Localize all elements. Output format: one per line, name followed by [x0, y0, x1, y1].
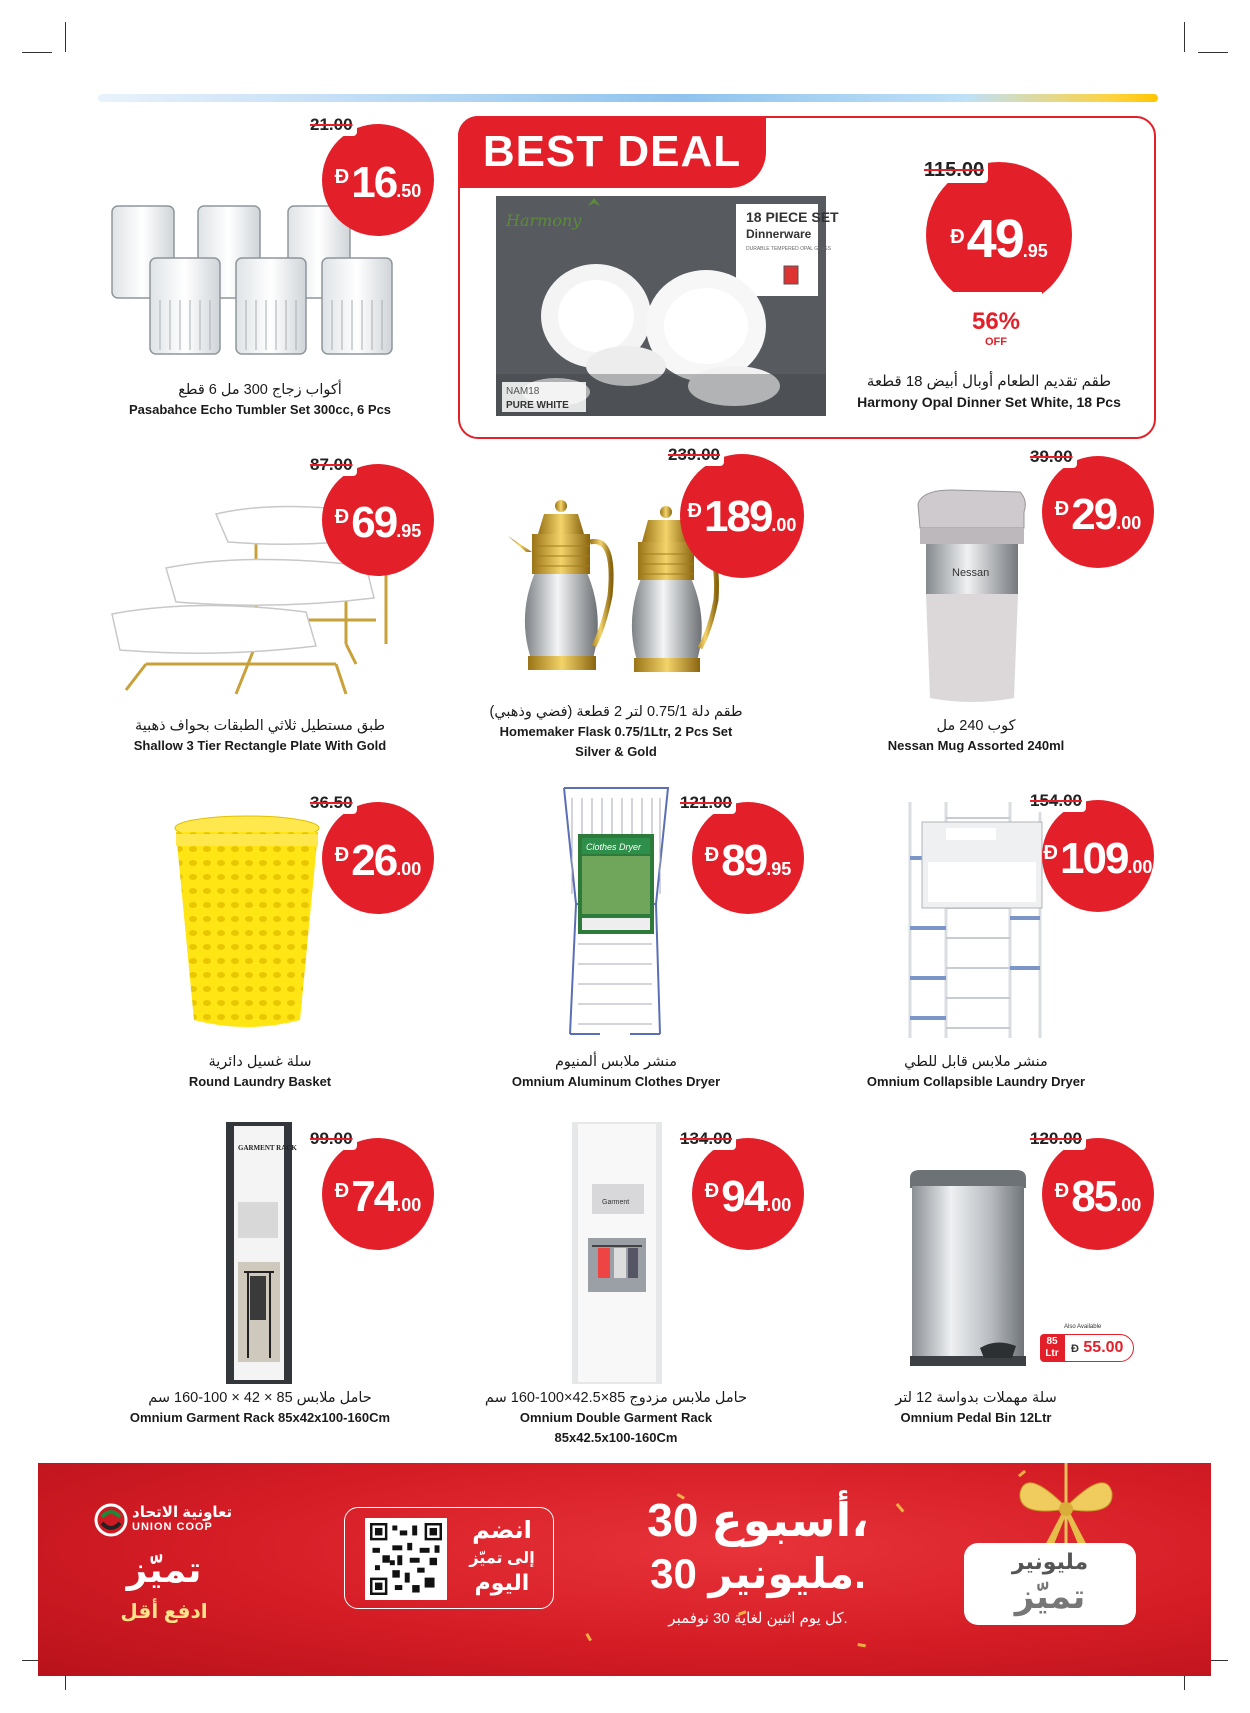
price-badge — [310, 455, 434, 576]
product-name-en: Omnium Aluminum Clothes Dryer — [511, 1074, 721, 1089]
product-name-en: Round Laundry Basket — [188, 1074, 332, 1089]
currency-symbol: Đ — [1054, 498, 1070, 520]
union-coop-logo-ar: تعاونية الاتحاد — [132, 1504, 233, 1521]
price-badge — [310, 1129, 434, 1250]
product-name-en-2: 85x42.5x100-160Cm — [554, 1430, 678, 1445]
old-price: 21.00 — [306, 114, 357, 136]
union-coop-logo-icon — [94, 1503, 128, 1537]
price-integer: 89 — [721, 836, 767, 885]
collapsible-dryer-image — [906, 798, 1046, 1040]
price-integer: 49 — [966, 209, 1023, 269]
currency-symbol: Đ — [704, 1180, 720, 1202]
currency-symbol: Đ — [334, 844, 350, 866]
product-name-en: Omnium Double Garment Rack — [519, 1410, 713, 1425]
also-available-label: Also Available — [1064, 1324, 1102, 1330]
product-name-en: Omnium Garment Rack 85x42x100-160Cm — [129, 1410, 391, 1425]
product-name-ar: حامل ملابس مزدوج 85×42.5×100-160 سم — [484, 1390, 748, 1406]
product-name-ar: أكواب زجاج 300 مل 6 قطع — [178, 382, 342, 398]
currency-symbol: Đ — [1043, 842, 1058, 864]
dinner-set-box-image — [496, 196, 839, 416]
old-price: 121.00 — [676, 792, 736, 814]
price-integer: 26 — [351, 836, 397, 885]
price-decimal: .95 — [1022, 241, 1048, 261]
also-unit: Ltr — [1045, 1348, 1059, 1359]
discount-label: OFF — [985, 336, 1007, 348]
product-caption — [456, 1052, 776, 1092]
product-caption — [100, 1052, 420, 1092]
currency-symbol: Đ — [1054, 1180, 1070, 1202]
product-name-ar: كوب 240 مل — [936, 718, 1016, 734]
currency-symbol: Đ — [334, 166, 350, 188]
box-line-2: Dinnerware — [746, 227, 812, 241]
headline-millionaires: 30 مليونير. — [650, 1550, 866, 1597]
old-price: 87.00 — [306, 454, 357, 476]
product-caption — [100, 1388, 420, 1428]
price-integer: 94 — [721, 1172, 767, 1221]
old-price: 154.00 — [1026, 790, 1086, 812]
price-badge — [1030, 447, 1154, 568]
price-decimal: .00 — [766, 1195, 792, 1215]
price-badge — [310, 793, 434, 914]
millionaire-text: مليونير — [1011, 1549, 1089, 1574]
join-tamayaz-qr-box[interactable] — [344, 1507, 554, 1609]
clothes-dryer-image — [560, 784, 672, 1040]
price-badge — [668, 445, 804, 578]
garment-rack-box-image — [226, 1122, 297, 1384]
rack-box-title: GARMENT RACK — [238, 1144, 297, 1152]
pay-less-text: ادفع أقل — [120, 1601, 208, 1623]
tamayaz-millionaire-logo — [964, 1543, 1136, 1625]
product-name-en: Nessan Mug Assorted 240ml — [887, 738, 1065, 753]
old-price: 36.50 — [306, 792, 357, 814]
price-badge — [310, 115, 434, 236]
tamayaz-logo: تميّز — [126, 1549, 202, 1590]
box-line-1: 18 PIECE SET — [746, 209, 839, 225]
product-name-ar: منشر ملابس قابل للطي — [904, 1054, 1048, 1070]
product-caption — [816, 716, 1136, 756]
pedal-bin-image — [906, 1168, 1030, 1370]
currency-symbol: Đ — [334, 1180, 350, 1202]
currency-symbol: Đ — [334, 506, 350, 528]
price-decimal: .00 — [396, 1195, 422, 1215]
dryer-box-title: Clothes Dryer — [586, 842, 642, 852]
price-decimal: .00 — [1116, 513, 1142, 533]
product-caption — [456, 702, 776, 762]
product-caption — [836, 372, 1142, 412]
also-available-badge — [1040, 1324, 1136, 1364]
product-name-ar: سلة مهملات بدواسة 12 لتر — [895, 1390, 1057, 1406]
price-decimal: .50 — [396, 181, 422, 201]
join-line-2: إلى تميّز — [469, 1550, 535, 1567]
join-line-3: اليوم — [474, 1570, 530, 1595]
product-name-en: Omnium Pedal Bin 12Ltr — [900, 1410, 1052, 1425]
qr-code-icon — [365, 1518, 447, 1600]
old-price: 39.00 — [1026, 446, 1077, 468]
price-integer: 74 — [351, 1172, 397, 1221]
price-badge — [1030, 791, 1154, 912]
crop-mark — [22, 52, 52, 53]
crop-mark — [1198, 52, 1228, 53]
discount-badge — [950, 292, 1042, 354]
product-name-en: Harmony Opal Dinner Set White, 18 Pcs — [857, 394, 1121, 410]
best-deal-tab: BEST DEAL — [458, 116, 766, 188]
product-caption — [816, 1052, 1136, 1092]
product-name-ar: طبق مستطيل ثلاثي الطبقات بحواف ذهبية — [135, 718, 385, 734]
product-name-ar: سلة غسيل دائرية — [208, 1054, 312, 1070]
also-size: 85 — [1046, 1336, 1058, 1347]
price-decimal: .95 — [396, 521, 422, 541]
product-name-ar: طقم دلة 0.75/1 لتر 2 قطعة (فضي وذهبي) — [489, 704, 743, 720]
product-caption — [100, 380, 420, 420]
double-rack-box-image — [572, 1122, 662, 1384]
product-name-ar: منشر ملابس ألمنيوم — [554, 1054, 678, 1070]
tamayaz-promo-banner[interactable] — [38, 1463, 1211, 1676]
price-decimal: .00 — [771, 515, 797, 535]
price-badge — [680, 1129, 804, 1250]
laundry-basket-image — [172, 814, 322, 1034]
doublerack-box-title: Garment — [602, 1199, 630, 1206]
price-badge — [680, 793, 804, 914]
product-name-en: Homemaker Flask 0.75/1Ltr, 2 Pcs Set — [499, 724, 733, 739]
price-integer: 29 — [1071, 490, 1117, 539]
product-name-en: Shallow 3 Tier Rectangle Plate With Gold — [133, 738, 387, 753]
currency-symbol: Đ — [950, 226, 965, 248]
top-gradient-bar — [98, 94, 1158, 102]
price-decimal: .95 — [766, 859, 792, 879]
product-name-en: Pasabahce Echo Tumbler Set 300cc, 6 Pcs — [128, 402, 392, 417]
gift-bow-icon — [1006, 1463, 1126, 1555]
product-name-en: Omnium Collapsible Laundry Dryer — [866, 1074, 1086, 1089]
box-line-3: DURABLE TEMPERED OPAL GLASS — [746, 246, 831, 252]
price-decimal: .00 — [1127, 857, 1153, 877]
price-integer: 109 — [1060, 834, 1128, 883]
currency-symbol: Đ — [704, 844, 720, 866]
currency-symbol: Đ — [1071, 1343, 1079, 1355]
box-footer-1: NAM18 — [506, 386, 540, 397]
price-integer: 85 — [1071, 1172, 1117, 1221]
price-badge — [924, 159, 1072, 308]
box-footer-2: PURE WHITE — [506, 400, 569, 411]
crop-mark — [65, 22, 66, 52]
discount-percent: 56% — [971, 308, 1021, 335]
price-decimal: .00 — [396, 859, 422, 879]
tamayaz-text: تميّز — [1014, 1578, 1086, 1616]
headline-weeks: 30 أسبوع، — [647, 1494, 869, 1546]
price-badge — [1030, 1129, 1154, 1250]
price-integer: 189 — [704, 492, 772, 541]
also-price: 55.00 — [1083, 1339, 1124, 1356]
old-price: 115.00 — [920, 158, 988, 183]
mug-brand: Nessan — [952, 567, 990, 579]
product-caption — [456, 1388, 776, 1448]
old-price: 120.00 — [1026, 1128, 1086, 1150]
join-line-1: انضم — [472, 1517, 532, 1544]
box-brand: Harmony — [506, 211, 582, 230]
product-name-ar: حامل ملابس 85 × 42 × 100-160 سم — [148, 1390, 372, 1406]
product-name-ar: طقم تقديم الطعام أوبال أبيض 18 قطعة — [866, 373, 1112, 390]
crop-mark — [1184, 22, 1185, 52]
old-price: 99.00 — [306, 1128, 357, 1150]
product-caption — [100, 716, 420, 756]
mug-image — [912, 488, 1032, 708]
price-decimal: .00 — [1116, 1195, 1142, 1215]
old-price: 134.00 — [676, 1128, 736, 1150]
price-integer: 16 — [351, 158, 397, 207]
price-integer: 69 — [351, 498, 397, 547]
product-caption — [816, 1388, 1136, 1428]
old-price: 239.00 — [664, 444, 724, 466]
every-monday-text: كل يوم اثنين لغاية 30 نوفمبر. — [668, 1610, 848, 1627]
union-coop-logo-en: UNION COOP — [132, 1521, 213, 1533]
currency-symbol: Đ — [687, 500, 702, 522]
product-name-en-2: Silver & Gold — [575, 744, 657, 759]
